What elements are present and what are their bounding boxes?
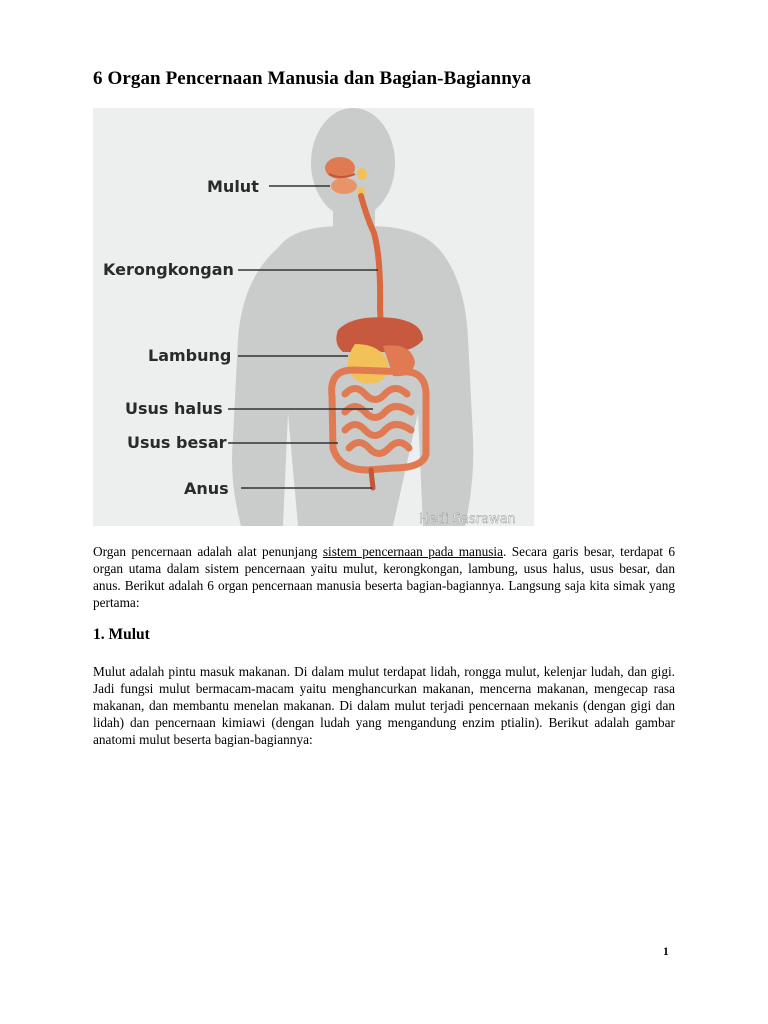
- mulut-paragraph: Mulut adalah pintu masuk makanan. Di dalam mulut terdapat lidah, rongga mulut, kelenjar ludah, dan gigi. Jadi fungsi mulut bermacam-macam yaitu menghancurkan makanan, mencerna makanan, mengecap rasa makanan, dan membantu menelan makanan. Di dalam mulut terjadi pencernaan mekanis (dengan gigi dan lidah) dan pencernaan kimiawi (dengan ludah yang mengandung enzim ptialin). Berikut adalah gambar anatomi mulut beserta bagian-bagiannya:: [93, 664, 675, 747]
- watermark: Hedi Sasrawan: [419, 512, 516, 526]
- intro-text-after: . Secara garis besar, terdapat 6 organ utama dalam sistem pencernaan yaitu mulut, kerongkongan, lambung, usus halus, usus besar, dan anus. Berikut adalah 6 organ pencernaan manusia beserta bagian-bagiannya. Langsung saja kita simak yang pertama:: [93, 544, 676, 610]
- page-title: 6 Organ Pencernaan Manusia dan Bagian-Bagiannya: [93, 68, 532, 89]
- page-number: 1: [663, 946, 669, 958]
- label-kerongkongan: Kerongkongan: [103, 260, 234, 279]
- label-anus: Anus: [184, 479, 229, 498]
- label-usus-besar: Usus besar: [127, 433, 227, 452]
- label-usus-halus: Usus halus: [125, 399, 223, 418]
- digestive-system-diagram: [93, 108, 534, 526]
- intro-paragraph: [93, 543, 675, 611]
- sistem-pencernaan-link[interactable]: sistem pencernaan pada manusia: [322, 544, 504, 559]
- label-mulut: Mulut: [207, 177, 259, 196]
- section-heading-mulut: 1. Mulut: [93, 626, 150, 643]
- label-lambung: Lambung: [148, 346, 232, 365]
- intro-text-before: Organ pencernaan adalah alat penunjang: [93, 544, 323, 559]
